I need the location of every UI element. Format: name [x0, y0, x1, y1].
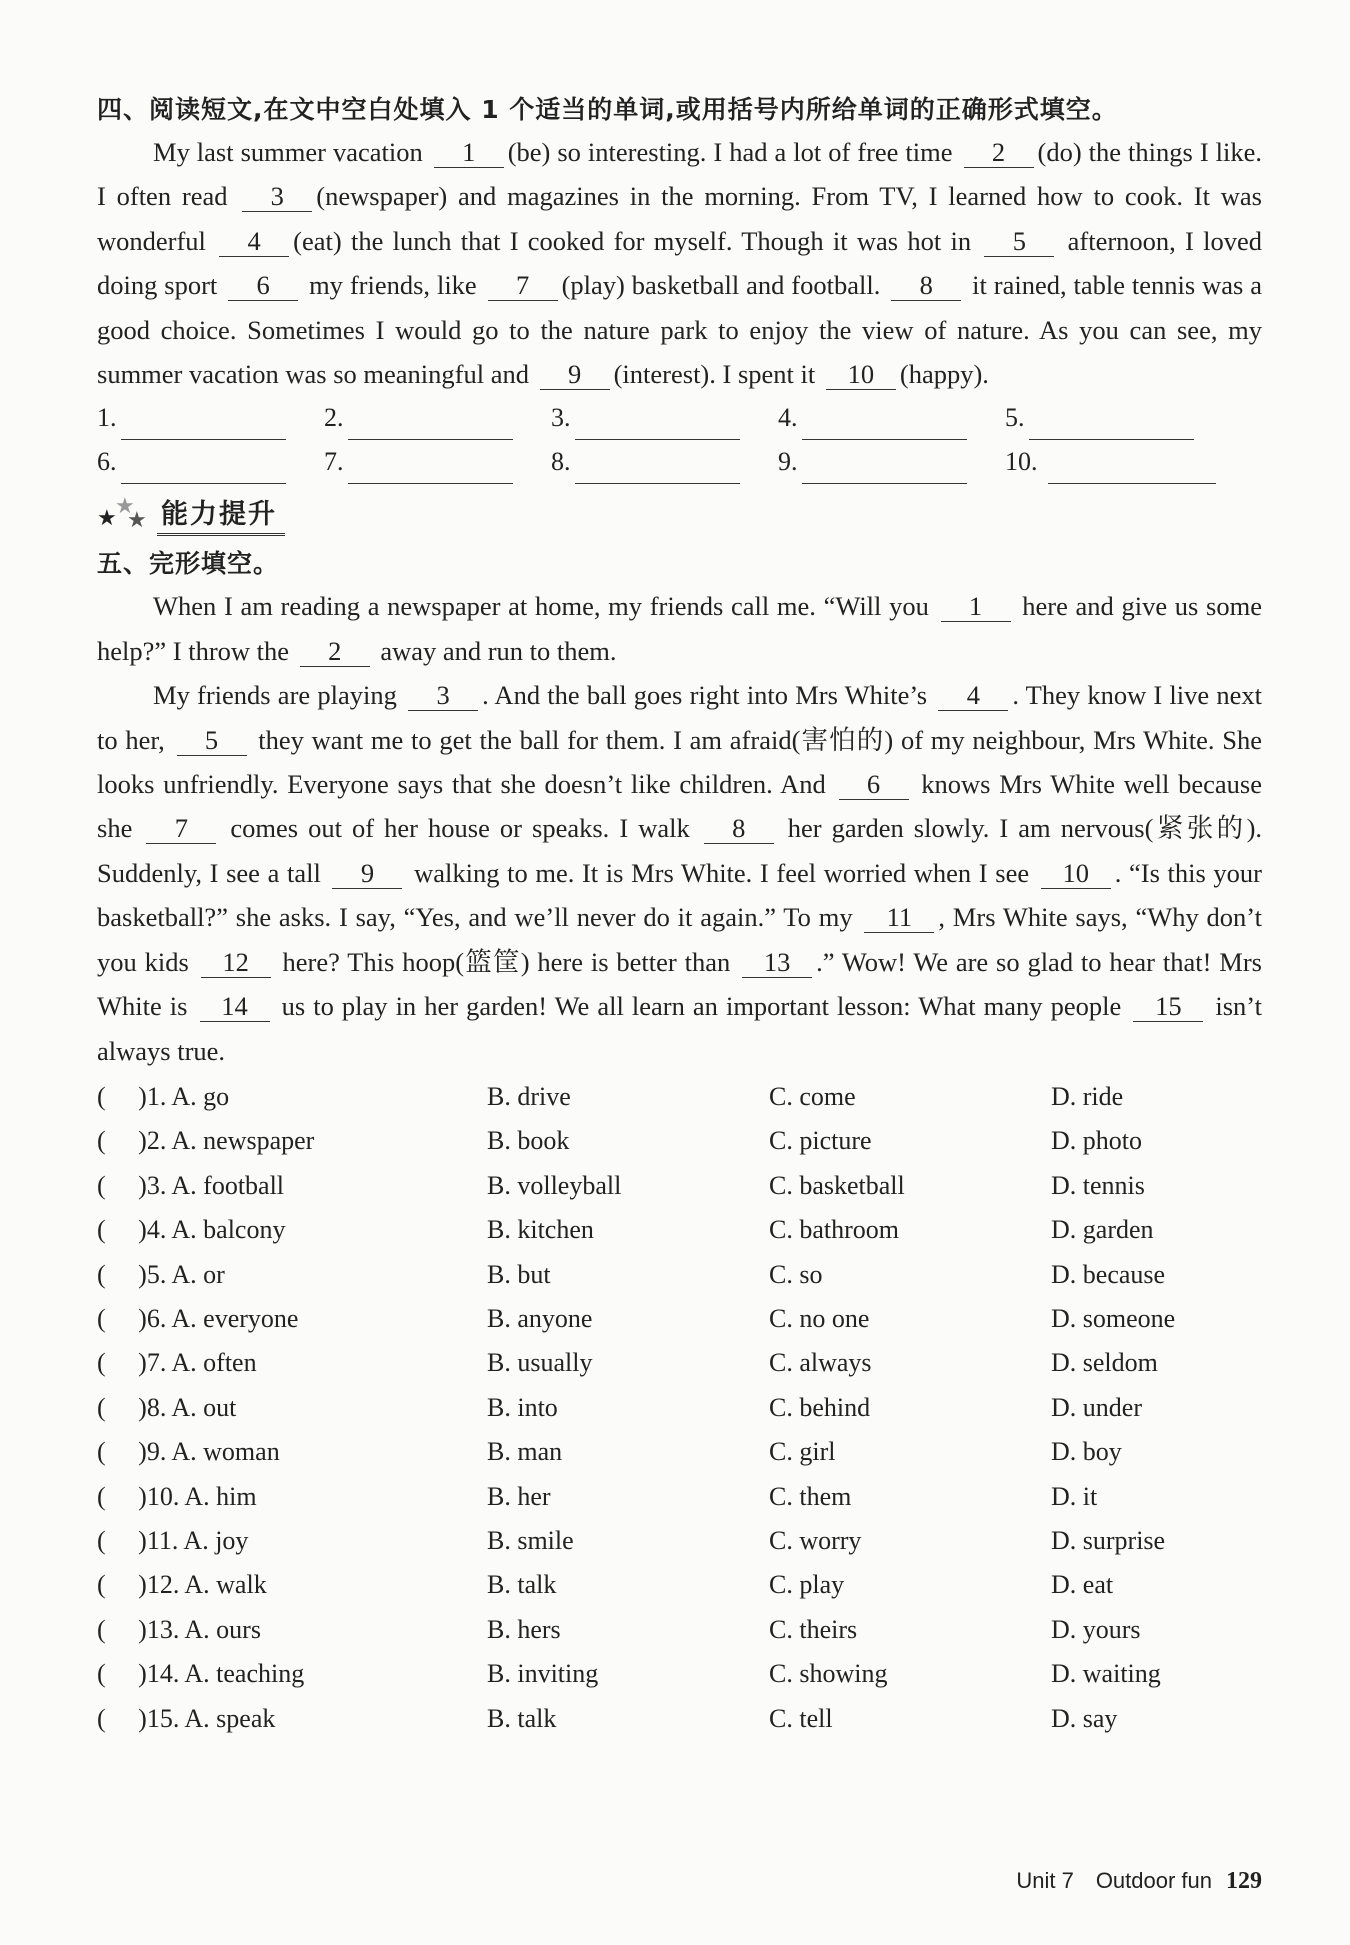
choice-b[interactable]: B. talk	[487, 1703, 557, 1733]
choice-c[interactable]: C. showing	[769, 1659, 888, 1689]
choice-d[interactable]: D. waiting	[1051, 1659, 1161, 1689]
blank-number[interactable]: 1	[434, 137, 504, 168]
passage-paragraph	[97, 673, 1262, 1073]
section5-options	[97, 1075, 1262, 1741]
question-choice-a[interactable]: ( )14. A. teaching	[97, 1659, 305, 1689]
choice-b[interactable]: B. her	[487, 1481, 551, 1511]
answer-line[interactable]	[1048, 455, 1216, 484]
answer-cell	[551, 440, 778, 484]
answer-cell	[1005, 440, 1232, 484]
choice-d[interactable]: D. under	[1051, 1392, 1142, 1422]
section4-answer-lines	[97, 396, 1262, 484]
choice-d[interactable]: D. yours	[1051, 1614, 1141, 1644]
answer-line[interactable]	[802, 455, 967, 484]
question-choice-a[interactable]: ( )6. A. everyone	[97, 1303, 299, 1333]
passage-text: comes out of her house or speaks. I walk	[220, 813, 700, 844]
choice-d[interactable]: D. because	[1051, 1259, 1166, 1289]
option-row	[97, 1563, 1262, 1607]
blank-number[interactable]: 5	[177, 725, 247, 756]
choice-b[interactable]: B. kitchen	[487, 1215, 594, 1245]
choice-d[interactable]: D. seldom	[1051, 1348, 1158, 1378]
ability-badge	[97, 488, 1262, 540]
passage-text: here and give us some help?” I throw the	[97, 591, 1262, 666]
choice-c[interactable]: C. come	[769, 1081, 856, 1111]
question-choice-a[interactable]: ( )9. A. woman	[97, 1437, 280, 1467]
choice-c[interactable]: C. so	[769, 1259, 823, 1289]
option-row	[97, 1652, 1262, 1696]
choice-b[interactable]: B. anyone	[487, 1303, 593, 1333]
section4-heading: 四、阅读短文,在文中空白处填入 1 个适当的单词,或用括号内所给单词的正确形式填空。	[97, 95, 1118, 124]
choice-b[interactable]: B. but	[487, 1259, 551, 1289]
choice-c[interactable]: C. basketball	[769, 1170, 905, 1200]
question-choice-a[interactable]: ( )7. A. often	[97, 1348, 257, 1378]
choice-d[interactable]: D. someone	[1051, 1303, 1176, 1333]
blank-number[interactable]: 7	[488, 270, 558, 301]
blank-number[interactable]: 9	[332, 858, 402, 889]
option-row	[97, 1208, 1262, 1252]
choice-b[interactable]: B. into	[487, 1392, 558, 1422]
passage-text: (be) so interesting. I had a lot of free time	[507, 137, 960, 167]
choice-b[interactable]: B. inviting	[487, 1659, 599, 1689]
blank-number[interactable]: 1	[941, 591, 1011, 622]
answer-line[interactable]	[121, 455, 286, 484]
stars-icon: ★ ★ ★	[97, 494, 147, 534]
choice-d[interactable]: D. boy	[1051, 1437, 1122, 1467]
passage-text: us to play in her garden! We all learn an important lesson: What many people	[273, 991, 1130, 1022]
blank-number[interactable]: 10	[826, 359, 896, 390]
option-row	[97, 1519, 1262, 1563]
passage-text: my friends, like	[302, 270, 484, 301]
passage-text: , Mrs White says, “Why don’t you kids	[97, 902, 1262, 977]
passage-text: (newspaper) and magazines in the morning. From TV, I learned how to cook. It was wonderful	[97, 181, 1262, 256]
choice-b[interactable]: B. volleyball	[487, 1170, 622, 1200]
passage-text: (play) basketball and football.	[561, 270, 888, 301]
option-row	[97, 1386, 1262, 1430]
answer-row	[97, 440, 1262, 484]
question-choice-a[interactable]: ( )15. A. speak	[97, 1703, 276, 1733]
footer-title: Outdoor fun	[1095, 1868, 1212, 1893]
choice-c[interactable]: C. girl	[769, 1437, 836, 1467]
answer-label: 9.	[778, 447, 798, 477]
answer-label: 4.	[778, 403, 798, 433]
passage-paragraph	[97, 584, 1262, 673]
answer-cell	[97, 396, 324, 440]
question-choice-a[interactable]: ( )5. A. or	[97, 1259, 225, 1289]
blank-number[interactable]: 11	[864, 902, 934, 933]
passage-text: away and run to them.	[373, 635, 617, 666]
question-choice-a[interactable]: ( )1. A. go	[97, 1081, 230, 1111]
blank-number[interactable]: 3	[242, 181, 312, 212]
choice-d[interactable]: D. it	[1051, 1481, 1098, 1511]
answer-row	[97, 396, 1262, 440]
answer-label: 2.	[324, 403, 344, 433]
option-row	[97, 1608, 1262, 1652]
blank-number[interactable]: 6	[839, 769, 909, 800]
answer-cell	[324, 396, 551, 440]
answer-line[interactable]	[348, 411, 513, 440]
option-row	[97, 1475, 1262, 1519]
blank-number[interactable]: 5	[984, 226, 1054, 257]
choice-c[interactable]: C. worry	[769, 1525, 862, 1555]
passage-text: afternoon, I loved doing sport	[97, 225, 1262, 301]
answer-line[interactable]	[575, 455, 740, 484]
option-row	[97, 1119, 1262, 1163]
passage-text: . They know I live next to her,	[97, 680, 1262, 755]
blank-number[interactable]: 8	[891, 270, 961, 301]
blank-number[interactable]: 9	[540, 359, 610, 390]
choice-b[interactable]: B. book	[487, 1126, 570, 1156]
choice-c[interactable]: C. behind	[769, 1392, 871, 1422]
blank-number[interactable]: 4	[938, 680, 1008, 711]
choice-b[interactable]: B. talk	[487, 1570, 557, 1600]
question-choice-a[interactable]: ( )2. A. newspaper	[97, 1126, 315, 1156]
passage-text: . “Is this your basketball?” she asks. I say, “Yes, and we’ll never do it again.” To my	[97, 857, 1263, 933]
option-row	[97, 1430, 1262, 1474]
choice-c[interactable]: C. theirs	[769, 1614, 858, 1644]
choice-c[interactable]: C. always	[769, 1348, 872, 1378]
question-choice-a[interactable]: ( )4. A. balcony	[97, 1215, 286, 1245]
option-row	[97, 1164, 1262, 1208]
section5-passage	[97, 584, 1262, 1072]
answer-line[interactable]	[802, 411, 967, 440]
question-choice-a[interactable]: ( )11. A. joy	[97, 1525, 249, 1555]
page-content	[97, 90, 1262, 1741]
choice-c[interactable]: C. play	[769, 1570, 845, 1600]
answer-line[interactable]	[348, 455, 513, 484]
answer-label: 5.	[1005, 403, 1025, 433]
footer-unit: Unit 7	[1016, 1868, 1074, 1893]
answer-cell	[778, 396, 1005, 440]
choice-b[interactable]: B. usually	[487, 1348, 593, 1378]
choice-d[interactable]: D. eat	[1051, 1570, 1114, 1600]
answer-line[interactable]	[121, 411, 286, 440]
choice-d[interactable]: D. say	[1051, 1703, 1118, 1733]
question-choice-a[interactable]: ( )10. A. him	[97, 1481, 257, 1511]
answer-label: 8.	[551, 447, 571, 477]
answer-label: 7.	[324, 447, 344, 477]
passage-text: knows Mrs White well because she	[97, 769, 1262, 844]
choice-d[interactable]: D. surprise	[1051, 1525, 1166, 1555]
section4-passage	[97, 130, 1262, 396]
choice-d[interactable]: D. tennis	[1051, 1170, 1145, 1200]
answer-label: 6.	[97, 447, 117, 477]
question-choice-a[interactable]: ( )13. A. ours	[97, 1614, 261, 1644]
choice-c[interactable]: C. them	[769, 1481, 852, 1511]
passage-text: (do) the things I like. I often read	[97, 137, 1262, 212]
blank-number[interactable]: 7	[146, 813, 216, 844]
answer-cell	[778, 440, 1005, 484]
option-row	[97, 1297, 1262, 1341]
badge-title: 能力提升	[157, 492, 285, 536]
choice-c[interactable]: C. tell	[769, 1703, 833, 1733]
blank-number[interactable]: 10	[1041, 858, 1111, 889]
choice-b[interactable]: B. drive	[487, 1081, 571, 1111]
answer-label: 1.	[97, 403, 117, 433]
choice-b[interactable]: B. hers	[487, 1614, 561, 1644]
blank-number[interactable]: 13	[742, 947, 812, 978]
blank-number[interactable]: 3	[408, 680, 478, 711]
passage-text: isn’t always true.	[97, 991, 1263, 1066]
passage-text: it rained, table tennis was a good choice. Sometimes I would go to the nature park to enjoy the view of nature. As you can see, my summer vacation was so meaningful and	[97, 270, 1262, 390]
answer-cell	[97, 440, 324, 484]
passage-text: . And the ball goes right into Mrs White’s	[482, 680, 935, 711]
choice-b[interactable]: B. man	[487, 1437, 563, 1467]
option-row	[97, 1075, 1262, 1119]
passage-text: When I am reading a newspaper at home, my friends call me. “Will you	[153, 591, 937, 622]
page-footer	[1016, 1868, 1262, 1895]
answer-cell	[551, 396, 778, 440]
answer-cell	[1005, 396, 1232, 440]
answer-line[interactable]	[575, 411, 740, 440]
choice-c[interactable]: C. picture	[769, 1126, 872, 1156]
blank-number[interactable]: 2	[964, 137, 1034, 168]
choice-d[interactable]: D. ride	[1051, 1081, 1124, 1111]
passage-text: here? This hoop(篮筐) here is better than	[274, 946, 739, 977]
passage-text: (happy).	[899, 359, 989, 390]
question-choice-a[interactable]: ( )12. A. walk	[97, 1570, 267, 1600]
blank-number[interactable]: 14	[200, 991, 270, 1022]
section5-heading: 五、完形填空。	[97, 549, 280, 579]
blank-number[interactable]: 8	[704, 813, 774, 844]
passage-text: (eat) the lunch that I cooked for myself. Though it was hot in	[293, 225, 981, 256]
option-row	[97, 1341, 1262, 1385]
answer-line[interactable]	[1029, 411, 1194, 440]
blank-number[interactable]: 12	[201, 947, 271, 978]
passage-text: (interest). I spent it	[613, 359, 822, 390]
blank-number[interactable]: 2	[300, 636, 370, 667]
blank-number[interactable]: 15	[1133, 991, 1203, 1022]
choice-d[interactable]: D. garden	[1051, 1215, 1154, 1245]
page-number: 129	[1226, 1868, 1262, 1894]
passage-text: My friends are playing	[153, 680, 405, 711]
passage-text: walking to me. It is Mrs White. I feel worried when I see	[406, 857, 1037, 888]
question-choice-a[interactable]: ( )8. A. out	[97, 1392, 237, 1422]
blank-number[interactable]: 6	[228, 270, 298, 301]
answer-label: 10.	[1005, 447, 1038, 477]
answer-cell	[324, 440, 551, 484]
blank-number[interactable]: 4	[219, 226, 289, 257]
choice-c[interactable]: C. bathroom	[769, 1215, 899, 1245]
choice-b[interactable]: B. smile	[487, 1525, 574, 1555]
passage-text: My last summer vacation	[153, 137, 430, 167]
option-row	[97, 1697, 1262, 1741]
passage-text: .” Wow! We are so glad to hear that! Mrs White is	[97, 946, 1262, 1022]
option-row	[97, 1253, 1262, 1297]
question-choice-a[interactable]: ( )3. A. football	[97, 1170, 285, 1200]
choice-c[interactable]: C. no one	[769, 1303, 870, 1333]
answer-label: 3.	[551, 403, 571, 433]
choice-d[interactable]: D. photo	[1051, 1126, 1142, 1156]
passage-text: her garden slowly. I am nervous(紧张的). Suddenly, I see a tall	[97, 813, 1263, 888]
passage-text: they want me to get the ball for them. I am afraid(害怕的) of my neighbour, Mrs White. She looks unfriendly. Everyone says that she doesn’t like children. And	[97, 724, 1262, 800]
